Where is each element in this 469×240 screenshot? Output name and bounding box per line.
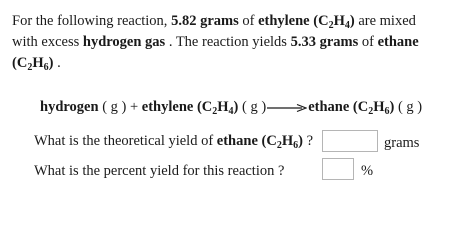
question-percent-yield: What is the percent yield for this reaction ? bbox=[34, 163, 285, 179]
problem-line-1 bbox=[12, 12, 416, 30]
problem-text: For the following reaction, bbox=[12, 13, 172, 29]
product-name: ethane bbox=[377, 34, 419, 50]
question-product: ethane $(C_2H_6)$ bbox=[216, 133, 303, 151]
reagent-name: hydrogen gas bbox=[82, 34, 166, 50]
problem-line-3: $(C_2H_6)$ . bbox=[12, 55, 61, 73]
product-mass: 5.33 grams bbox=[290, 34, 359, 50]
product-formula: $(C_2H_6)$ bbox=[12, 55, 54, 73]
problem-text: of bbox=[238, 13, 259, 29]
problem-text: are mixed bbox=[354, 13, 416, 29]
grams-unit-label: grams bbox=[384, 135, 420, 151]
equation-product: ethane $(C_2H_6)$ bbox=[308, 99, 395, 117]
equation-state: ( g ) bbox=[394, 99, 423, 115]
problem-text: . The reaction yields bbox=[165, 34, 291, 50]
equation-reactant-2: ethylene $(C_2H_4)$ bbox=[141, 99, 239, 117]
question-theoretical-yield: What is the theoretical yield of ethane $(C_2H_6)$ ? bbox=[34, 133, 314, 151]
problem-line-2 bbox=[12, 33, 419, 51]
problem-text: with excess bbox=[12, 34, 83, 50]
reaction-arrow-icon bbox=[267, 103, 307, 113]
reactant-name: ethylene $(C_2H_4)$ bbox=[258, 13, 355, 31]
percent-yield-input[interactable] bbox=[322, 158, 354, 180]
equation-state: ( g ) + bbox=[98, 99, 142, 115]
percent-unit-label: % bbox=[361, 163, 374, 179]
chemical-equation bbox=[40, 98, 422, 116]
reactant-mass: 5.82 grams bbox=[171, 13, 239, 29]
problem-text: of bbox=[358, 34, 378, 50]
equation-reactant-1: hydrogen bbox=[40, 99, 99, 115]
equation-state: ( g ) bbox=[238, 99, 267, 115]
theoretical-yield-input[interactable] bbox=[322, 130, 378, 152]
